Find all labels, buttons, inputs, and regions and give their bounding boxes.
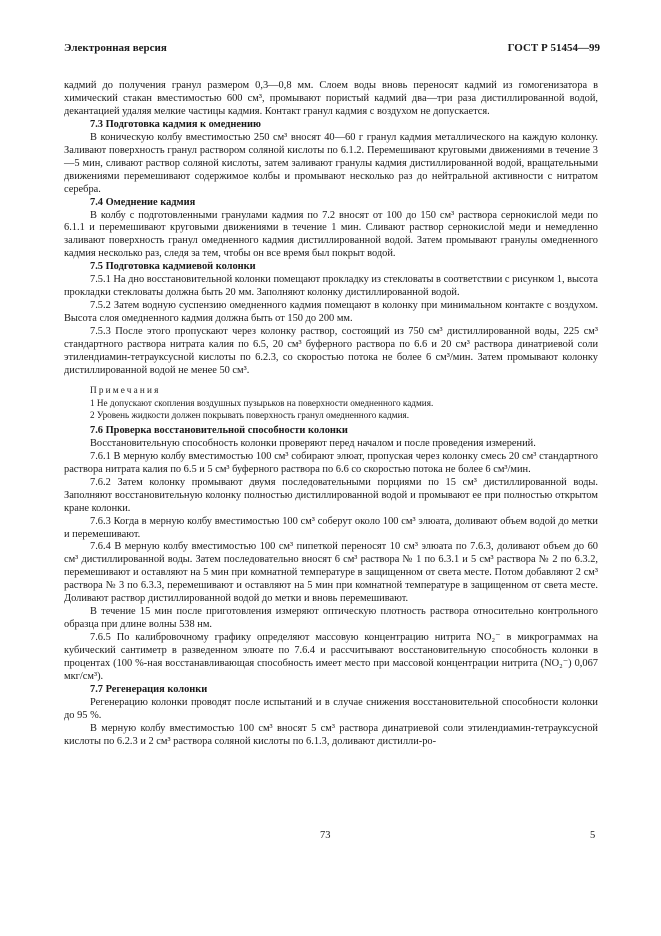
paragraph-7-6-1: 7.6.1 В мерную колбу вместимостью 100 см³ собирают элюат, пропуская через колонку смесь 20 см³ стандартного раствора нитрата калия по 6.5 и 5 см³ буферного раствора по 6.6 со скоростью потока не более 6 см³/мин.	[64, 450, 598, 475]
paragraph: В колбу с подготовленными гранулами кадмия по 7.2 вносят от 100 до 150 см³ раствора сернокислой меди по 6.1.1 и перемешивают круговыми движениями в течение 1 мин. Сливают раствор сернокислой меди и немедленно заливают поверхность гранул омедненного кадмия дистиллированной водой. Затем промывают гранулы омедненного кадмия несколько раз, следя за тем, чтобы он все время был покрыт водой.	[64, 209, 598, 260]
sheet-number: 5	[590, 830, 596, 841]
note-item: 1 Не допускают скопления воздушных пузырьков на поверхности омедненного кадмия.	[90, 397, 434, 408]
paragraph: Восстановительную способность колонки проверяют перед началом и после проведения измерений.	[90, 437, 536, 449]
document-body	[64, 80, 598, 749]
paragraph-7-6-3: 7.6.3 Когда в мерную колбу вместимостью 100 см³ соберут около 100 см³ элюата, доливают объем водой до метки и перемешивают.	[64, 515, 598, 540]
section-heading-7-3: 7.3 Подготовка кадмия к омеднению	[90, 118, 261, 130]
header-standard-number: ГОСТ Р 51454—99	[507, 42, 600, 54]
page-number: 73	[320, 830, 331, 841]
paragraph: В мерную колбу вместимостью 100 см³ вносят 5 см³ раствора динатриевой соли этилендиамин-тетрауксусной кислоты по 6.2.3 и 2 см³ раствора соляной кислоты по 6.1.3, доливают дистилли-ро-	[64, 722, 598, 747]
notes-block	[64, 384, 598, 421]
paragraph-7-6-2: 7.6.2 Затем колонку промывают двумя последовательными порциями по 15 см³ дистиллированной воды. Заполняют восстановительную колонку полностью дистиллированной водой и промывают ее при полностью открытом кране колонки.	[64, 476, 598, 514]
section-heading-7-7: 7.7 Регенерация колонки	[90, 683, 208, 695]
header-edition: Электронная версия	[64, 42, 167, 54]
section-heading-7-4: 7.4 Омеднение кадмия	[90, 196, 196, 208]
note-item: 2 Уровень жидкости должен покрывать поверхность гранул омедненного кадмия.	[90, 409, 410, 420]
section-heading-7-5: 7.5 Подготовка кадмиевой колонки	[90, 261, 256, 273]
paragraph: Регенерацию колонки проводят после испытаний и в случае снижения восстановительной способности колонки до 95 %.	[64, 696, 598, 721]
paragraph: В течение 15 мин после приготовления измеряют оптическую плотность раствора относительно контрольного образца при длине волны 538 нм.	[64, 606, 598, 631]
paragraph-7-5-3: 7.5.3 После этого пропускают через колонку раствор, состоящий из 750 см³ дистиллированной воды, 225 см³ стандартного раствора нитрата калия по 6.5, 20 см³ буферного раствора по 6.6 и 20 см³ раствора динатриевой соли этилендиамин-тетрауксусной кислоты по 6.2.3, со скоростью потока не более 6 см³/мин. Затем промывают колонку дистиллированной водой не менее 50 см³.	[64, 326, 598, 376]
section-heading-7-6: 7.6 Проверка восстановительной способности колонки	[90, 424, 348, 436]
paragraph-7-5-2: 7.5.2 Затем водную суспензию омедненного кадмия помещают в колонку при минимальном контакте с воздухом. Высота слоя омедненного кадмия должна быть от 150 до 200 мм.	[64, 300, 598, 325]
paragraph: В коническую колбу вместимостью 250 см³ вносят 40—60 г гранул кадмия металлического на каждую колонку. Заливают поверхность гранул раствором соляной кислоты по 6.1.2. Перемешивают круговыми движениями в течение 3—5 мин, сливают раствор соляной кислоты, затем заливают гранулы кадмия дистиллированной водой, вращательными движениями перемешивают содержимое колбы и промывают несколько раз до нейтральной активности с нитратом серебра.	[64, 131, 598, 195]
paragraph-7-5-1: 7.5.1 На дно восстановительной колонки помещают прокладку из стекловаты в соответствии с рисунком 1, высота прокладки стекловаты должна быть 20 мм. Заполняют колонку дистиллированной водой.	[64, 274, 598, 299]
paragraph-7-6-4: 7.6.4 В мерную колбу вместимостью 100 см³ пипеткой переносят 10 см³ элюата по 7.6.3, доливают объем до 60 см³ дистиллированной воды. Затем последовательно вносят 6 см³ раствора № 1 по 6.3.1 и 5 см³ раствора № 2 по 6.3.2, перемешивают и оставляют на 5 мин при комнатной температуре в защищенном от света месте. Потом добавляют 2 см³ раствора № 3 по 6.3.3, перемешивают и оставляют на 5 мин при комнатной температуре в защищенном от света месте. Доливают раствор дистиллированной водой до метки и вновь перемешивают.	[64, 541, 598, 605]
paragraph-7-6-5: 7.6.5 По калибровочному графику определяют массовую концентрацию нитрита NO₂⁻ в микрограммах на кубический сантиметр в разведенном элюате по 7.6.4 и рассчитывают восстановительную способность колонки в процентах (100 %-ная восстанавливающая способность имеет место при массовой концентрации нитрита (NO₂⁻) 0,067 мкг/см³).	[64, 632, 598, 682]
paragraph: кадмий до получения гранул размером 0,3—0,8 мм. Слоем воды вновь переносят кадмий из гомогенизатора в химический стакан вместимостью 600 см³, промывают пористый кадмий два—три раза дистиллированной водой, декантацией удаляя мелкие частицы кадмия. Контакт гранул кадмия с воздухом не допускается.	[64, 80, 598, 117]
notes-title: Примечания	[90, 384, 161, 395]
